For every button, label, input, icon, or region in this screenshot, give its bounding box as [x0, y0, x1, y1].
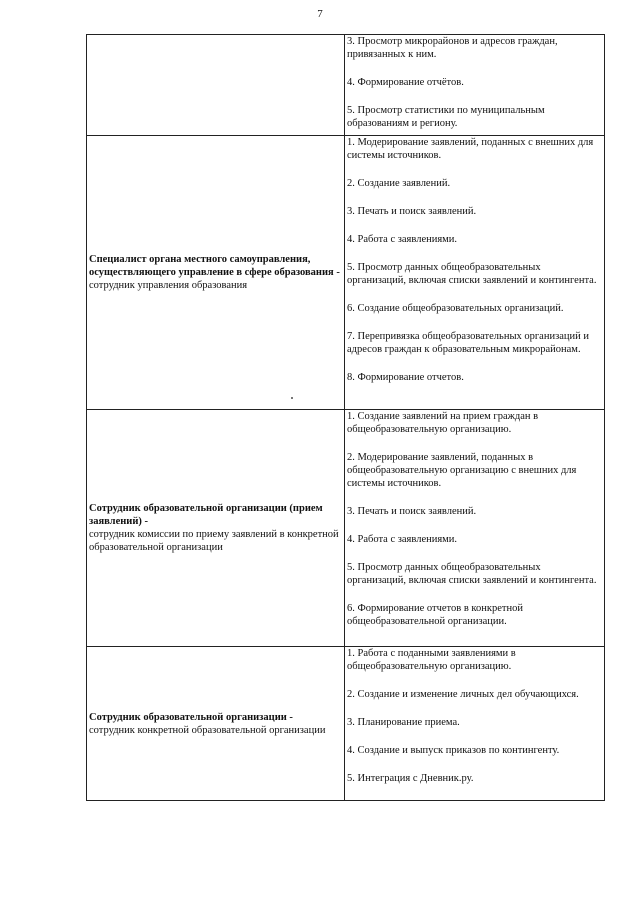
- task-item: 1. Модерирование заявлений, поданных с внешних для системы источников.: [347, 137, 594, 161]
- table-row: [87, 410, 605, 647]
- task-item: 2. Создание и изменение личных дел обучающихся.: [347, 689, 579, 700]
- task-item: 3. Планирование приема.: [347, 717, 460, 728]
- task-item: 5. Интеграция с Дневник.ру.: [347, 773, 474, 784]
- task-item: 3. Печать и поиск заявлений.: [347, 506, 477, 517]
- role-cell: [87, 647, 345, 801]
- task-item: 4. Работа с заявлениями.: [347, 534, 458, 545]
- task-item: 2. Создание заявлений.: [347, 178, 451, 189]
- table-row: [87, 647, 605, 801]
- task-item: 5. Просмотр данных общеобразовательных организаций, включая списки заявлений и контингента.: [347, 262, 597, 286]
- task-item: 5. Просмотр данных общеобразовательных организаций, включая списки заявлений и контингента.: [347, 562, 597, 586]
- task-item: 3. Печать и поиск заявлений.: [347, 206, 477, 217]
- role-description: сотрудник конкретной образовательной организации: [89, 724, 326, 736]
- task-item: 3. Просмотр микрорайонов и адресов граждан, привязанных к ним.: [347, 36, 558, 60]
- table-row: [87, 35, 605, 136]
- role-title: Сотрудник образовательной организации (прием заявлений) -: [89, 503, 323, 527]
- tasks-cell: [345, 136, 605, 410]
- task-item: 8. Формирование отчетов.: [347, 372, 464, 383]
- role-cell: [87, 410, 345, 647]
- task-item: 6. Создание общеобразовательных организаций.: [347, 303, 564, 314]
- task-item: 7. Перепривязка общеобразовательных организаций и адресов граждан к образовательным микрорайонам.: [347, 331, 589, 355]
- role-cell: [87, 136, 345, 410]
- table-row: [87, 136, 605, 410]
- tasks-cell: [345, 35, 605, 136]
- tasks-cell: [345, 647, 605, 801]
- task-item: 4. Создание и выпуск приказов по контингенту.: [347, 745, 560, 756]
- tasks-cell: [345, 410, 605, 647]
- page-number: 7: [317, 8, 323, 20]
- role-description: сотрудник управления образования: [89, 280, 248, 291]
- task-item: 1. Создание заявлений на прием граждан в общеобразовательную организацию.: [347, 411, 539, 435]
- scan-speck: [291, 397, 293, 399]
- role-cell: [87, 35, 345, 136]
- roles-table: [86, 34, 605, 801]
- task-item: 6. Формирование отчетов в конкретной общеобразовательной организации.: [347, 603, 523, 627]
- task-item: 4. Работа с заявлениями.: [347, 234, 458, 245]
- task-item: 5. Просмотр статистики по муниципальным образованиям и региону.: [347, 105, 545, 129]
- role-description: сотрудник комиссии по приему заявлений в конкретной образовательной организации: [89, 529, 339, 553]
- role-title: Сотрудник образовательной организации -: [89, 711, 293, 723]
- task-item: 4. Формирование отчётов.: [347, 77, 464, 88]
- task-item: 2. Модерирование заявлений, поданных в общеобразовательную организацию с внешних для системы источников.: [347, 452, 577, 489]
- task-item: 1. Работа с поданными заявлениями в общеобразовательную организацию.: [347, 648, 516, 672]
- role-title: Специалист органа местного самоуправления, осуществляющего управление в сфере образования -: [89, 254, 340, 278]
